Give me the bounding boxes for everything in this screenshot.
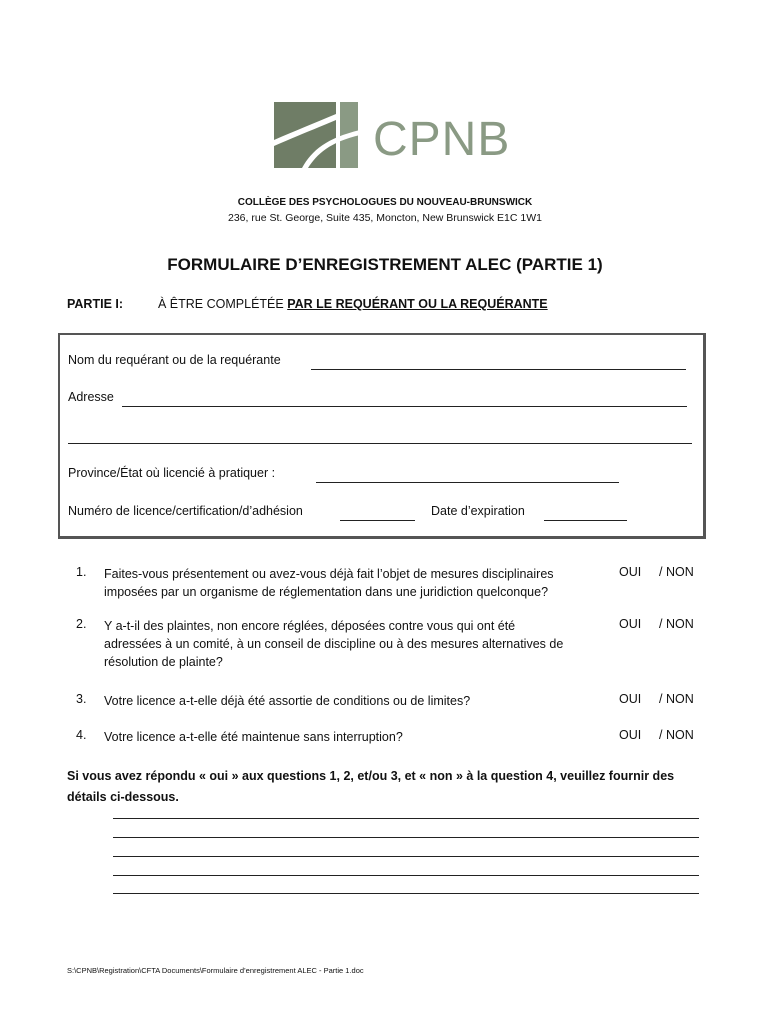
org-address: 236, rue St. George, Suite 435, Moncton, New Brunswick E1C 1W1: [228, 212, 542, 224]
question-3-number: 3.: [76, 692, 87, 706]
logo-text: CPNB: [373, 113, 511, 166]
question-2-line: adressées à un comité, à un conseil de discipline ou à des mesures alternatives de: [104, 637, 564, 651]
details-line[interactable]: [113, 856, 699, 857]
question-3-text: [104, 692, 614, 710]
expiry-field[interactable]: [544, 520, 627, 521]
partie-text-plain: À ÊTRE COMPLÉTÉE: [158, 297, 288, 311]
licence-label: Numéro de licence/certification/d’adhésion: [68, 504, 303, 518]
question-4-line: Votre licence a-t-elle été maintenue sans interruption?: [104, 730, 403, 744]
address-field-line-1[interactable]: [122, 406, 687, 407]
address-field-line-2[interactable]: [68, 443, 692, 444]
question-4-non[interactable]: / NON: [659, 728, 694, 742]
question-3-line: Votre licence a-t-elle déjà été assortie de conditions ou de limites?: [104, 694, 471, 708]
partie-label: PARTIE I:: [67, 297, 124, 311]
question-2-line: Y a-t-il des plaintes, non encore réglées, déposées contre vous qui ont été: [104, 619, 516, 633]
question-4-text: [104, 728, 614, 746]
licence-field[interactable]: [340, 520, 415, 521]
question-1-line: imposées par un organisme de réglementation dans une juridiction quelconque?: [104, 585, 549, 599]
partie-text-underlined: PAR LE REQUÉRANT OU LA REQUÉRANTE: [287, 297, 548, 311]
question-1-number: 1.: [76, 565, 87, 579]
question-3-non[interactable]: / NON: [659, 692, 694, 706]
question-1-oui[interactable]: OUI: [619, 565, 642, 579]
address-label: Adresse: [68, 390, 114, 404]
details-line[interactable]: [113, 837, 699, 838]
question-1-non[interactable]: / NON: [659, 565, 694, 579]
partie-text: [158, 297, 548, 311]
name-label: Nom du requérant ou de la requérante: [68, 353, 281, 367]
details-line[interactable]: [113, 818, 699, 819]
footer-file-path: S:\CPNB\Registration\CFTA Documents\Formulaire d’enregistrement ALEC - Partie 1.doc: [67, 966, 364, 975]
question-4-oui[interactable]: OUI: [619, 728, 642, 742]
question-2-non[interactable]: / NON: [659, 617, 694, 631]
question-4-number: 4.: [76, 728, 87, 742]
question-2-number: 2.: [76, 617, 87, 631]
question-2-line: résolution de plainte?: [104, 655, 223, 669]
province-label: Province/État où licencié à pratiquer :: [68, 466, 276, 480]
org-name: COLLÈGE DES PSYCHOLOGUES DU NOUVEAU-BRUNSWICK: [237, 197, 533, 208]
question-2-oui[interactable]: OUI: [619, 617, 642, 631]
instructions-text: Si vous avez répondu « oui » aux questions 1, 2, et/ou 3, et « non » à la question 4, veuillez fournir des détails ci-dessous.: [67, 769, 675, 804]
form-title: FORMULAIRE D’ENREGISTREMENT ALEC (PARTIE 1): [167, 255, 603, 274]
expiry-label: Date d’expiration: [431, 504, 525, 518]
details-line[interactable]: [113, 875, 699, 876]
question-2-text: [104, 617, 614, 671]
question-1-text: [104, 565, 614, 601]
name-field[interactable]: [311, 369, 686, 370]
details-line[interactable]: [113, 893, 699, 894]
cpnb-logo-icon: [272, 100, 362, 170]
question-1-line: Faites-vous présentement ou avez-vous déjà fait l’objet de mesures disciplinaires: [104, 567, 554, 581]
question-3-oui[interactable]: OUI: [619, 692, 642, 706]
province-field[interactable]: [316, 482, 619, 483]
